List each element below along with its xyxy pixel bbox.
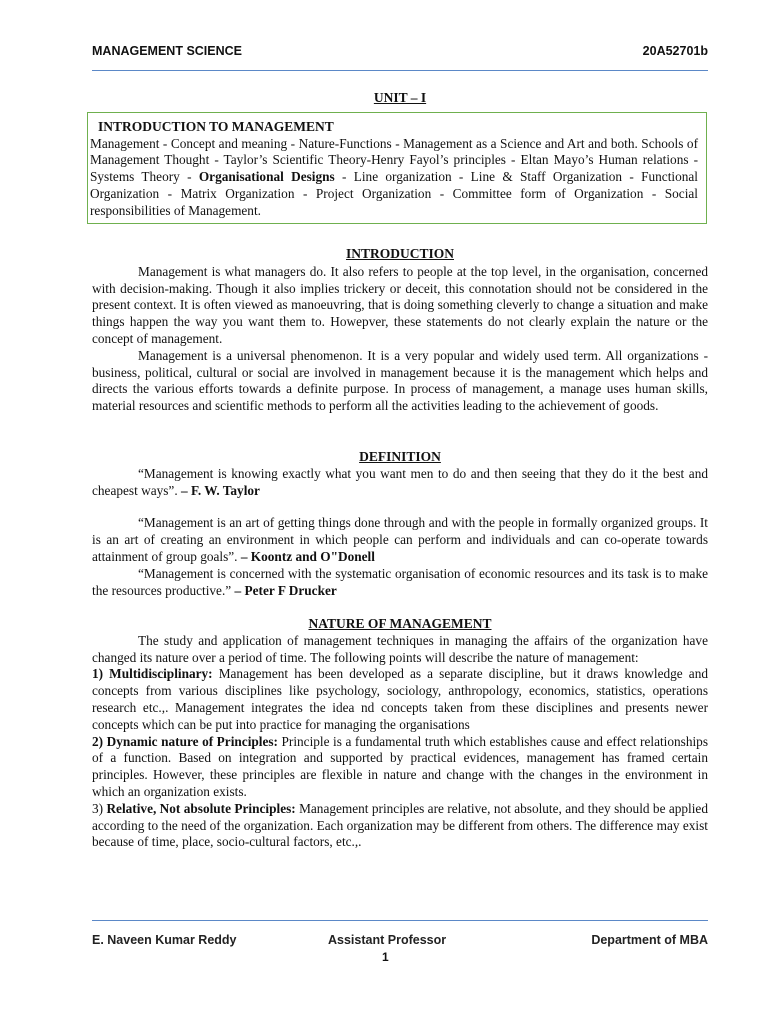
syllabus-box xyxy=(87,112,707,224)
definition-quote xyxy=(92,566,708,600)
point-label: Relative, Not absolute Principles: xyxy=(106,800,296,816)
footer-department: Department of MBA xyxy=(591,933,708,947)
footer-divider xyxy=(92,920,708,921)
page-footer xyxy=(92,933,708,949)
syllabus-title: INTRODUCTION TO MANAGEMENT xyxy=(98,119,334,134)
nature-intro: The study and application of management techniques in managing the affairs of the organization have changed its nature over a period of time. The following points will describe the nature of management: xyxy=(92,632,708,665)
nature-point xyxy=(92,666,708,733)
introduction-paragraph: Management is a universal phenomenon. It is a very popular and widely used term. All organizations - business, political, cultural or social are involved in management because it is the management which helps and directs the various efforts towards a definite purpose. In process of management, a manage uses human skills, material resources and scientific methods to perform all the activities leading to the achievement of goods. xyxy=(92,347,708,414)
definition-heading: DEFINITION xyxy=(359,449,441,464)
definition-section xyxy=(92,449,708,599)
nature-heading: NATURE OF MANAGEMENT xyxy=(308,616,492,631)
point-number: 3) xyxy=(92,800,107,816)
nature-point xyxy=(92,801,708,851)
quote-text: “Management is an art of getting things done through and with the people in formally organized groups. It is an art of creating an environment in which people can perform and individuals and can co-operate towards attainment of group goals”. xyxy=(92,515,708,564)
point-label: 1) Multidisciplinary: xyxy=(92,666,213,682)
quote-author: – Peter F Drucker xyxy=(234,582,337,598)
quote-author: – F. W. Taylor xyxy=(180,482,260,498)
introduction-heading: INTRODUCTION xyxy=(345,246,454,261)
introduction-section xyxy=(92,246,708,415)
quote-author: – Koontz and O"Donell xyxy=(240,548,375,564)
course-code: 20A52701b xyxy=(642,44,708,58)
point-text: Management has been developed as a separate discipline, but it draws knowledge and concepts from various disciplines like psychology, sociology, anthropology, economics, statistics, operations research etc.,. Management integrates the idea nd concepts taken from these disciplines and presents newer concepts which can be put into practice for managing the organisations xyxy=(92,666,709,732)
syllabus-bold-part: Organisational Designs xyxy=(198,169,335,185)
unit-title: UNIT – I xyxy=(373,90,427,105)
footer-author: E. Naveen Kumar Reddy xyxy=(92,933,237,947)
quote-text: “Management is concerned with the systematic organisation of economic resources and its task is to make the resources productive.” xyxy=(92,565,708,598)
point-text: Principle is a fundamental truth which establishes cause and effect relationships of a function. Based on integration and supported by practical evidences, management has framed certain principles. However, these principles are flexible in nature and change with the changes in the environment in which an organization exists. xyxy=(92,733,708,799)
definition-quote xyxy=(92,466,708,500)
syllabus-text xyxy=(90,136,698,220)
page-number: 1 xyxy=(382,950,389,964)
definition-quote xyxy=(92,515,708,565)
nature-section xyxy=(92,616,708,851)
syllabus-text-part: - Line organization - Line & Staff Organization - Functional Organization - Matrix Organization - Project Organization - Committee form of Organization - Social responsibilities of Management. xyxy=(90,169,698,218)
point-text: Management principles are relative, not absolute, and they should be applied according to the need of the organization. Each organization may be different from others. The difference may exist because of time, place, socio-cultural factors, etc.,. xyxy=(92,800,708,850)
point-label: 2) Dynamic nature of Principles: xyxy=(92,733,278,749)
quote-text: “Management is knowing exactly what you want men to do and then seeing that they do it the best and cheapest ways”. xyxy=(92,465,708,498)
course-title: MANAGEMENT SCIENCE xyxy=(92,44,243,58)
header-divider xyxy=(92,70,708,71)
syllabus-text-part: Management - Concept and meaning - Nature-Functions - Management as a Science and Art and both. Schools of Management Thought - Taylor’s Scientific Theory-Henry Fayol’s principles - Eltan Mayo’s Human relations - Systems Theory - xyxy=(90,135,698,185)
footer-role: Assistant Professor xyxy=(328,933,447,947)
page-header xyxy=(92,44,708,60)
introduction-paragraph: Management is what managers do. It also refers to people at the top level, in the organisation, concerned with decision-making. Though it also implies trickery or deceit, this connotation should not be considered in the present context. It is often viewed as manoeuvring, that is doing something cleverly to change a situation and make things happen the way you want them to. Howepver, these statements do not clearly explain the nature or the concept of management. xyxy=(92,263,708,346)
nature-point xyxy=(92,734,708,801)
